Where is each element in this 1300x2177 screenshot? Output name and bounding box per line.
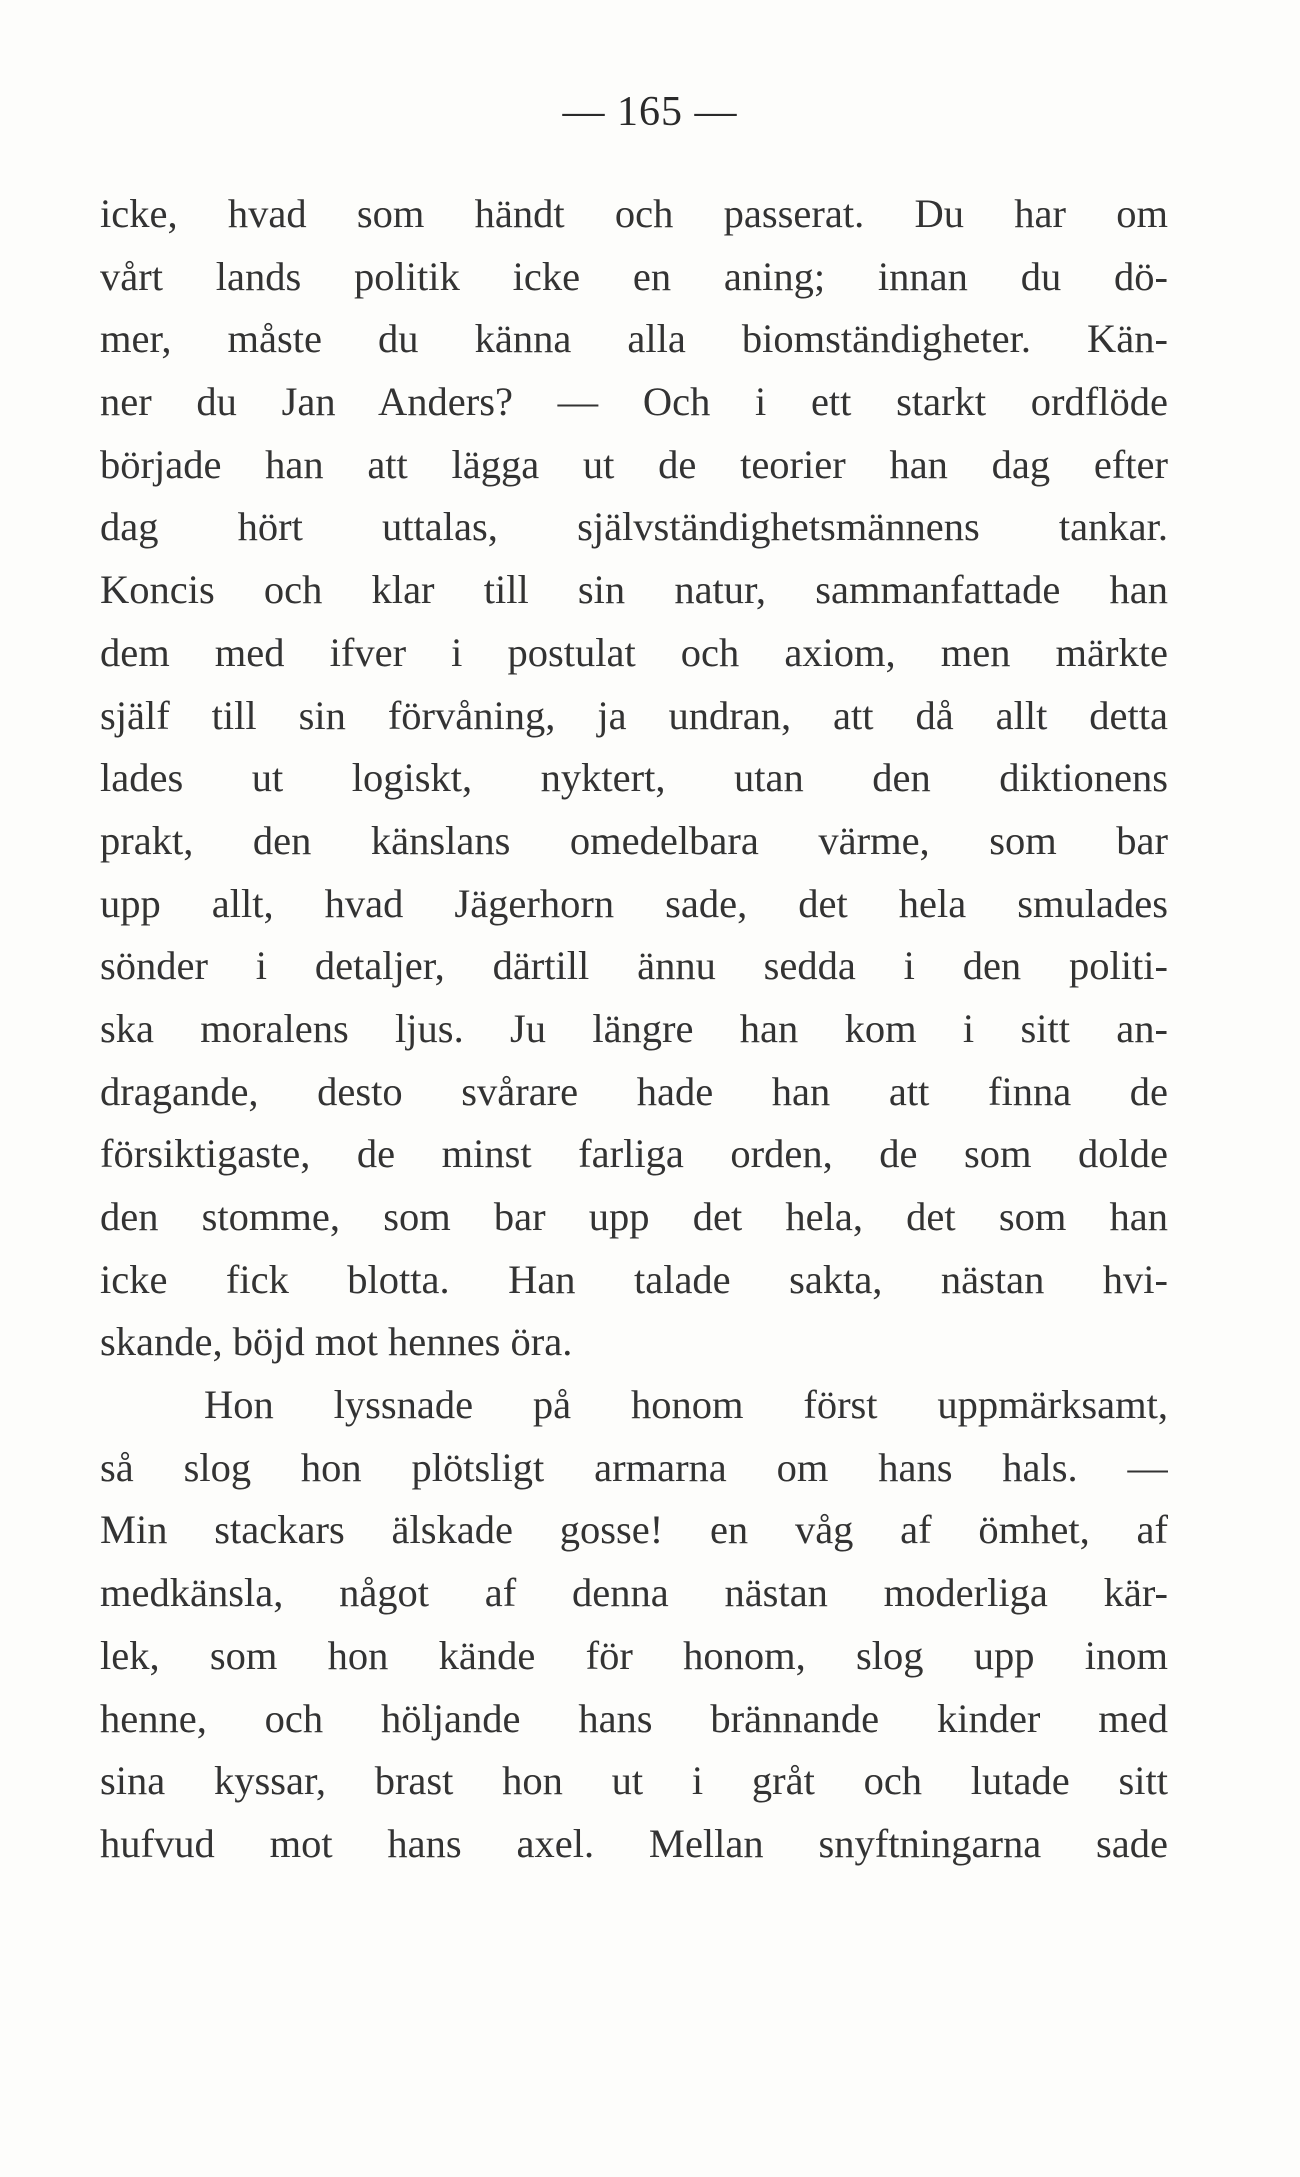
text-line: icke fick blotta. Han talade sakta, nästan hvi- — [100, 1256, 1168, 1302]
text-line: dem med ifver i postulat och axiom, men märkte — [100, 629, 1168, 675]
text-line: dag hört uttalas, självständighetsmännens tankar. — [100, 504, 1168, 550]
text-line: Min stackars älskade gosse! en våg af ömhet, af — [100, 1507, 1168, 1553]
text-line: försiktigaste, de minst farliga orden, de som dolde — [100, 1131, 1168, 1177]
text-line: lades ut logiskt, nyktert, utan den diktionens — [100, 755, 1168, 801]
text-line: henne, och höljande hans brännande kinder med — [100, 1695, 1168, 1741]
text-line: icke, hvad som händt och passerat. Du har om — [100, 191, 1168, 236]
text-line: själf till sin förvåning, ja undran, att då allt detta — [100, 692, 1168, 738]
text-line: lek, som hon kände för honom, slog upp inom — [100, 1632, 1168, 1678]
text-line: Hon lyssnade på honom först uppmärksamt, — [204, 1382, 1168, 1428]
text-line: upp allt, hvad Jägerhorn sade, det hela smulades — [100, 880, 1168, 926]
text-line: skande, böjd mot hennes öra. — [100, 1319, 573, 1365]
text-line: Koncis och klar till sin natur, sammanfattade han — [100, 567, 1168, 613]
text-line: den stomme, som bar upp det hela, det som han — [100, 1194, 1168, 1239]
page-number: — 165 — — [562, 89, 738, 135]
text-line: sina kyssar, brast hon ut i gråt och lutade sitt — [100, 1758, 1168, 1804]
text-line: dragande, desto svårare hade han att finna de — [100, 1068, 1168, 1114]
paragraph — [100, 183, 1168, 1374]
text-line: ner du Jan Anders? — Och i ett starkt ordflöde — [100, 379, 1168, 425]
text-line: prakt, den känslans omedelbara värme, som bar — [100, 817, 1168, 863]
body-text — [100, 183, 1168, 1876]
text-line: vårt lands politik icke en aning; innan du dö- — [100, 253, 1168, 299]
text-line: ska moralens ljus. Ju längre han kom i sitt an- — [100, 1005, 1168, 1051]
text-line: sönder i detaljer, därtill ännu sedda i den politi- — [100, 943, 1168, 989]
text-line: så slog hon plötsligt armarna om hans hals. — — [100, 1444, 1168, 1490]
text-line: hufvud mot hans axel. Mellan snyftningarna sade — [100, 1820, 1168, 1866]
text-line: medkänsla, något af denna nästan moderliga kär- — [100, 1570, 1168, 1616]
paragraph — [100, 1374, 1168, 1876]
text-line: mer, måste du känna alla biomständigheter. Kän- — [100, 316, 1168, 362]
text-line: började han att lägga ut de teorier han dag efter — [100, 441, 1168, 487]
